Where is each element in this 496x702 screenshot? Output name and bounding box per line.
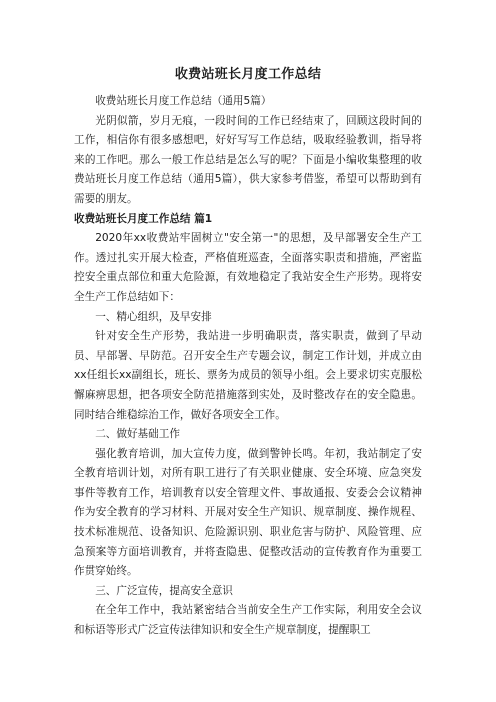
paragraph: 针对安全生产形势，我站进一步明确职责，落实职责，做到了早动员、早部署、早防范。召开安全生产专题会议，制定工作计划，并成立由xx任组长xx副组长，班长、票务为成员的领导小组。会上要求切实克服松懈麻痹思想，把各项安全防范措施落到实处，及时整改存在的安全隐患。同时结合维稳综治工作，做好各项安全工作。 <box>74 330 422 421</box>
paragraph: 三、广泛宣传，提高安全意识 <box>95 584 233 597</box>
document-title: 收费站班长月度工作总结 <box>174 67 322 82</box>
paragraph: 二、做好基础工作 <box>95 428 180 441</box>
document-body <box>74 92 422 641</box>
paragraph: 光阴似箭，岁月无痕，一段时间的工作已经结束了，回顾这段时间的工作，相信你有很多感想吧，好好写写工作总结，吸取经验教训，指导将来的工作吧。那么一般工作总结是怎么写的呢？下面是小编收集整理的收费站班长月度工作总结（通用5篇），供大家参考借鉴，希望可以帮助到有需要的朋友。 <box>74 114 422 205</box>
paragraph: 一、精心组织，及早安排 <box>95 310 212 323</box>
paragraph: 强化教育培训，加大宣传力度，做到警钟长鸣。年初，我站制定了安全教育培训计划，对所有职工进行了有关职业健康、安全环境、应急突发事件等教育工作，培训教育以安全管理文件、事故通报、安委会会议精神作为安全教育的学习材料、开展对安全生产知识、规章制度、操作规程、技术标准规范、设备知识、危险源识别、职业危害与防护、风险管理、应急预案等方面培训教育，并将查隐患、促整改活动的宣传教育作为重要工作贯穿始终。 <box>74 447 422 578</box>
section-heading: 收费站班长月度工作总结 篇1 <box>74 212 213 225</box>
paragraph: 2020年xx收费站牢固树立"安全第一"的思想，及早部署安全生产工作。透过扎实开展大检查，严格值班巡查，全面落实职责和措施，严密监控安全重点部位和重大危险源，有效地稳定了我站安全生产形势。现将安全生产工作总结如下： <box>74 232 422 303</box>
paragraph: 收费站班长月度工作总结（通用5篇） <box>95 95 272 107</box>
paragraph: 在全年工作中，我站紧密结合当前安全生产工作实际，利用安全会议和标语等形式广泛宣传法律知识和安全生产规章制度，提醒职工 <box>74 604 422 637</box>
